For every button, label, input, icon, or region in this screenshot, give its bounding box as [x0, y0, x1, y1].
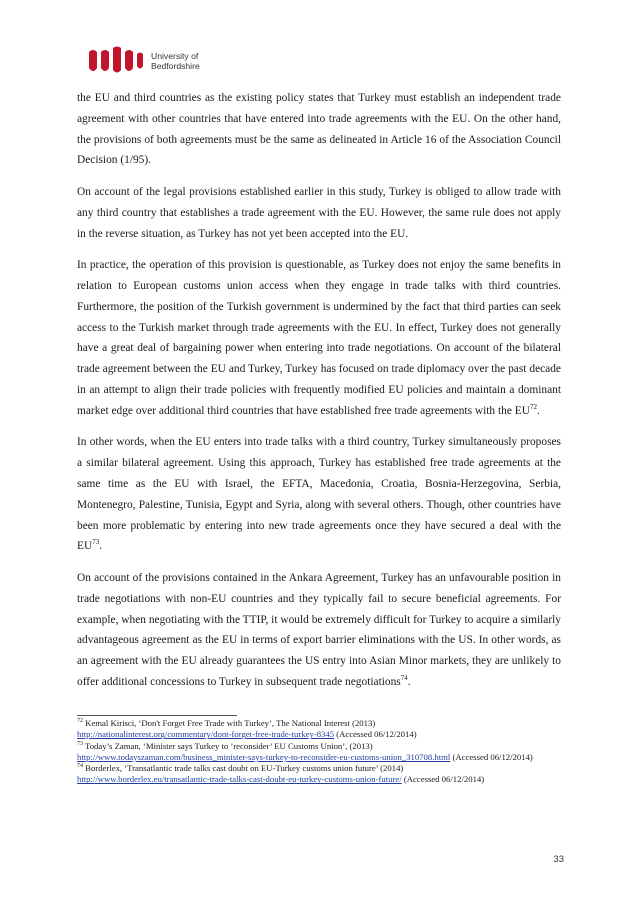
footnote-accessed: (Accessed 06/12/2014)	[334, 729, 417, 740]
paragraph-end: .	[407, 675, 411, 688]
footnote-ref: 72	[529, 402, 537, 411]
university-logo	[87, 44, 200, 78]
footnote-ref: 74	[400, 674, 408, 683]
main-text	[77, 88, 561, 704]
logo-line-2: Bedfordshire	[151, 61, 200, 71]
paragraph: On account of the legal provisions established earlier in this study, Turkey is obliged to allow trade with any third country that establishes a trade agreement with the EU. However, the same rule does not apply in the reverse situation, as Turkey has not yet been accepted into the EU.	[77, 185, 561, 240]
paragraph: the EU and third countries as the existing policy states that Turkey must establish an independent trade agreement with other countries that have entered into trade agreements with the EU. On the other hand, the provisions of both agreements must be the same as delineated in Article 16 of the Association Council Decision (1/95).	[77, 92, 561, 167]
footnote-accessed: (Accessed 06/12/2014)	[401, 774, 485, 785]
paragraph-text: On account of the provisions contained in the Ankara Agreement, Turkey has an unfavourable position in trade negotiations with non-EU countries and they typically fail to secure beneficial agreements. For example, when negotiating with the TTIP, it would be extremely difficult for Turkey to acquire a similarly advantageous agreement as the EU in terms of export barrier eliminations with the US. In other words, as an agreement with the EU already guarantees the US entry into Asian Minor markets, they are unlikely to offer additional concessions to Turkey in subsequent trade negotiations	[77, 571, 561, 688]
logo-text	[151, 51, 200, 71]
footnote-link[interactable]: http://nationalinterest.org/commentary/dont-forget-free-trade-turkey-8345	[77, 729, 335, 740]
footnote	[77, 763, 561, 786]
footnote	[77, 718, 561, 741]
paragraph	[77, 432, 561, 557]
footnote-number: 73	[77, 740, 83, 747]
footnote-link[interactable]: http://www.todayszaman.com/business_minister-says-turkey-to-reconsider-eu-customs-union_310708.html	[77, 751, 451, 762]
footnote-text: Kemal Kirisci, ‘Don't Forget Free Trade with Turkey’, The National Interest (2013)	[83, 718, 376, 728]
footnote	[77, 741, 561, 764]
footnote-link[interactable]: http://www.borderlex.eu/transatlantic-trade-talks-cast-doubt-eu-turkey-customs-union-future/	[77, 774, 402, 785]
paragraph-text: In practice, the operation of this provision is questionable, as Turkey does not enjoy the same benefits in relation to European customs union access when they engage in trade talks with third countries. Furthermore, the position of the Turkish government is undermined by the fact that third parties can seek access to the Turkish market through trade agreements with the EU. In effect, Turkey does not generally have a great deal of bargaining power when entering into trade negotiations. On account of the bilateral trade agreement between the EU and Turkey, Turkey has focused on trade diplomacy over the past decade in an attempt to align their trade policies with frequently modified EU policies and maintain a dominant market edge over additional third countries that have established free trade agreements with the EU	[77, 259, 561, 417]
footnote-text: Today’s Zaman, ‘Minister says Turkey to ’reconsider’ EU Customs Union’, (2013)	[83, 740, 373, 751]
paragraph	[77, 568, 561, 693]
paragraph	[77, 255, 561, 421]
footnote-separator	[77, 715, 237, 716]
paragraph-text: In other words, when the EU enters into trade talks with a third country, Turkey simultaneously proposes a similar bilateral agreement. Using this approach, Turkey has established free trade agreements at the same time as the EU with Israel, the EFTA, Macedonia, Croatia, Bosnia-Herzegovina, Serbia, Montenegro, Palestine, Tunisia, Egypt and Syria, along with several others. Though, other countries have been more problematic by entering into new trade agreements once they have secured a deal with the EU	[77, 436, 561, 553]
footnote-ref: 73	[92, 538, 100, 547]
footnote-number: 74	[77, 763, 83, 770]
paragraph-end: .	[99, 540, 103, 553]
university-shield-logo-icon	[87, 46, 145, 76]
page-number: 33	[553, 854, 564, 865]
footnote-accessed: (Accessed 06/12/2014)	[450, 751, 533, 762]
footnote-number: 72	[77, 718, 83, 725]
footnotes	[77, 718, 561, 786]
logo-line-1: University of	[151, 51, 199, 61]
footnote-text: Borderlex, ‘Transatlantic trade talks cast doubt on EU-Turkey customs union future’ (2014)	[83, 763, 404, 774]
paragraph-end: .	[536, 404, 540, 417]
